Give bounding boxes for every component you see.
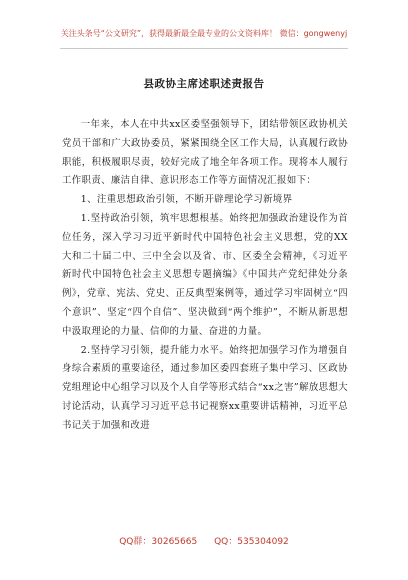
paragraph-intro: 一年来，本人在中共xx区委坚强领导下，团结带领区政协机关党员干部和广大政协委员，紧紧围绕全区工作大局，认真履行政协职能，积极履职尽责，较好完成了地全年各项工作。现将本人履行工作职责、廉洁自律、意识形态工作等方面情况汇报如下： (62, 119, 348, 187)
document-body (62, 116, 348, 436)
paragraph-1-1: 1.坚持政治引领，筑牢思想根基。始终把加强政治建设作为首位任务，深入学习习近平新时代中国特色社会主义思想，党的XX大和二十届二中、三中全会以及省、市、区委全会精神，《习近平新时代中国特色社会主义思想专题摘编》《中国共产党纪律处分条例》，党章、宪法、党史、正反典型案例等，通过学习牢固树立“四个意识”、坚定“四个自信”、坚决做到“两个维护”，不断从新思想中汲取理论的力量、信仰的力量、奋进的力量。 (62, 212, 348, 337)
header-banner: 关注头条号“公文研究”，获得最新最全最专业的公文资料库！ 微信：gongwenyj (60, 29, 348, 38)
footer-contact (0, 534, 408, 547)
footer-qq-group: QQ群：30265665 (119, 537, 198, 547)
document-title: 县政协主席述职述责报告 (143, 78, 265, 90)
section-heading-1: 1、注重思想政治引领，不断开辟理论学习新境界 (80, 194, 293, 206)
footer-qq-number: QQ：535304092 (214, 537, 289, 547)
paragraph-1-2: 2.坚持学习引领，提升能力水平。始终把加强学习作为增强自身综合素质的重要途径，通过参加区委四套班子集中学习、区政协党组理论中心组学习以及个人自学等形式结合“xx之害”解放思想大讨论活动，认真学习习近平总书记视察xx重要讲话精神，习近平总书记关于加强和改进 (62, 344, 348, 431)
header-divider (60, 48, 348, 49)
